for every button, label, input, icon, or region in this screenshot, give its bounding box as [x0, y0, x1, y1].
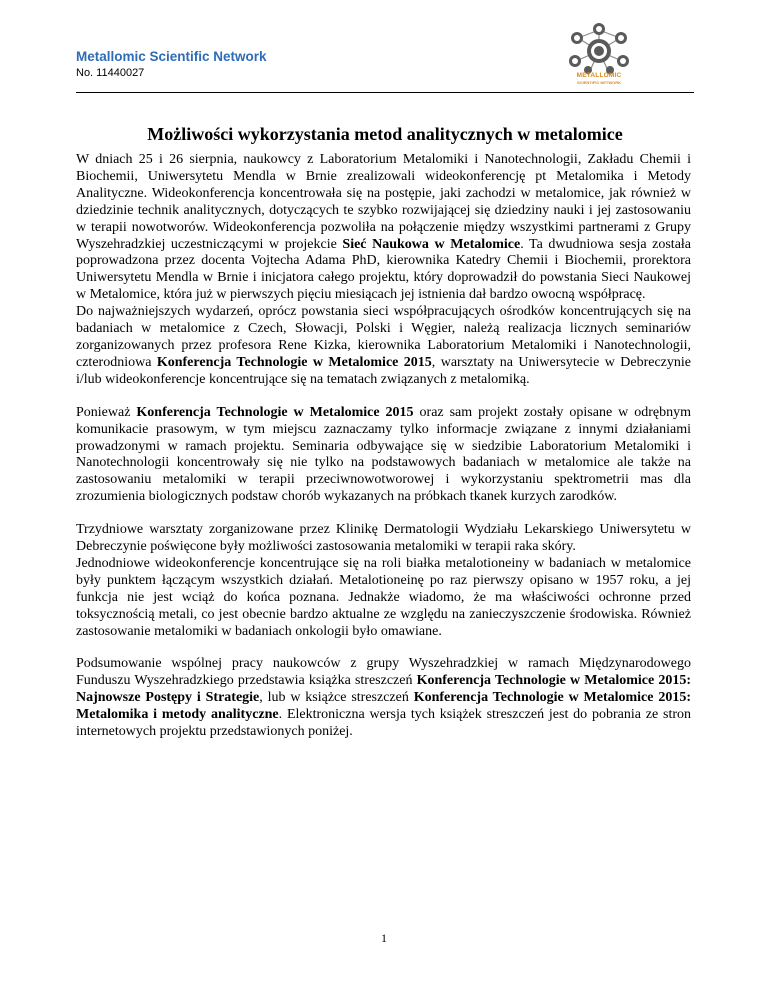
- bold-text: Sieć Naukowa w Metalomice: [342, 236, 521, 252]
- text-run: , warsztaty na Uniwersytecie w Debreczynie i/lub wideokonferencje koncentrujące się na tematach związanych z metalomiką.: [76, 354, 691, 387]
- paragraph-4: Trzydniowe warsztaty zorganizowane przez Klinikę Dermatologii Wydziału Lekarskiego Uniwersytetu w Debreczynie poświęcone były możliwości zastosowania metalomiki w terapii raka skóry.: [76, 522, 691, 555]
- text-run: , lub w książce streszczeń: [259, 690, 414, 706]
- text-run: oraz sam projekt zostały opisane w odrębnym komunikacie prasowym, w tym miejscu zaznaczamy tylko informacje związane z innymi działaniami prowadzonymi w ramach projektu. Seminaria odbywające się w siedzibie Laboratorium Metalomiki i Nanotechnologii koncentrowały się nie tylko na podstawowych badaniach w metalomice ale także na zastosowaniu metalomiki w terapii przeciwnowotworowej i wykorzystaniu spektrometrii mas dla zrozumienia biologicznych podstaw chorób wykazanych na próbkach tkanek kurzych zarodków.: [76, 404, 691, 505]
- page-title: Możliwości wykorzystania metod analitycznych w metalomice: [147, 124, 623, 144]
- paragraph-5: Jednodniowe wideokonferencje koncentrujące się na roli białka metalotioneiny w badaniach w metalomice były punktem łączącym wszystkich działań. Metalotioneinę po raz pierwszy opisano w 1957 roku, a jej funkcja nie jest wciąż do końca poznana. Jednakże wiadomo, że ma właściwości ochronne przed toksycznością metali, co jest obecnie bardzo aktualne ze względu na zanieczyszczenie środowiska. Również zastosowanie metalomiki w badaniach onkologii było omawiane.: [76, 555, 691, 639]
- logo-tagline: SCIENTIFIC NETWORK: [577, 80, 621, 85]
- paragraph-6: [76, 656, 691, 741]
- text-run: . Elektroniczna wersja tych książek streszczeń jest do pobrania ze stron internetowych projektu przedstawionych poniżej.: [76, 707, 692, 740]
- bold-text: Konferencja Technologie w Metalomice 2015: [136, 404, 414, 420]
- text-run: Ponieważ: [76, 404, 137, 420]
- bold-text: Konferencja Technologie w Metalomice 2015: Najnowsze Postępy i Strategie: [76, 673, 691, 706]
- bold-text: Konferencja Technologie w Metalomice 2015: Metalomika i metody analityczne: [76, 690, 691, 723]
- paragraph-3: [76, 405, 691, 506]
- paragraph-1: [76, 152, 691, 304]
- network-name: Metallomic Scientific Network: [76, 49, 267, 64]
- bold-text: Konferencja Technologie w Metalomice 2015: [156, 354, 432, 370]
- text-run: Podsumowanie wspólnej pracy naukowców z grupy Wyszehradzkiej w ramach Międzynarodowego Funduszu Wyszehradzkiego przedstawia książka streszczeń: [76, 656, 691, 689]
- header-divider: [76, 92, 694, 93]
- article-body: [76, 152, 691, 741]
- text-run: . Ta dwudniowa sesja została poprowadzona przez docenta Vojtecha Adama PhD, kierownika Katedry Chemii i Biochemii, prorektora Uniwersytetu Mendla w Brnie i inicjatora całego projektu, który doprowadził do powstania Sieci Naukowej w Metalomice, która już w pierwszych pięciu miesiącach jej istnienia dał bardzo owocną współpracę.: [76, 236, 692, 303]
- text-run: W dniach 25 i 26 sierpnia, naukowcy z Laboratorium Metalomiki i Nanotechnologii, Zakładu Chemii i Biochemii, Uniwersytetu Mendla w Brnie zrealizowali wideokonferencję pt Metalomika i Metody Analityczne. Wideokonferencja koncentrowała się na postępie, jaki zachodzi w metalomice, jak również w dziedzinie technik analitycznych, dotyczących te szybko rozwijającej się dziedziny nauki i jej zastosowaniu w terapii nowotworów. Wideokonferencja pozwoliła na połączenie między wszystkimi partnerami z Grupy Wyszehradzkiej uczestniczącymi w projekcie: [76, 152, 691, 252]
- text-run: Do najważniejszych wydarzeń, oprócz powstania sieci współpracujących ośrodków koncentrujących się na badaniach w metalomice z Czech, Słowacji, Polski i Węgier, należą realizacja licznych seminariów zorganizowanych przez profesora Rene Kizka, kierownika Laboratorium Metalomiki i Nanotechnologii, czterodniowa: [76, 304, 691, 370]
- logo-wordmark: METALLOMIC: [576, 72, 622, 79]
- document-number: No. 11440027: [76, 67, 145, 79]
- paragraph-2: [76, 304, 691, 389]
- page-number: 1: [381, 931, 387, 945]
